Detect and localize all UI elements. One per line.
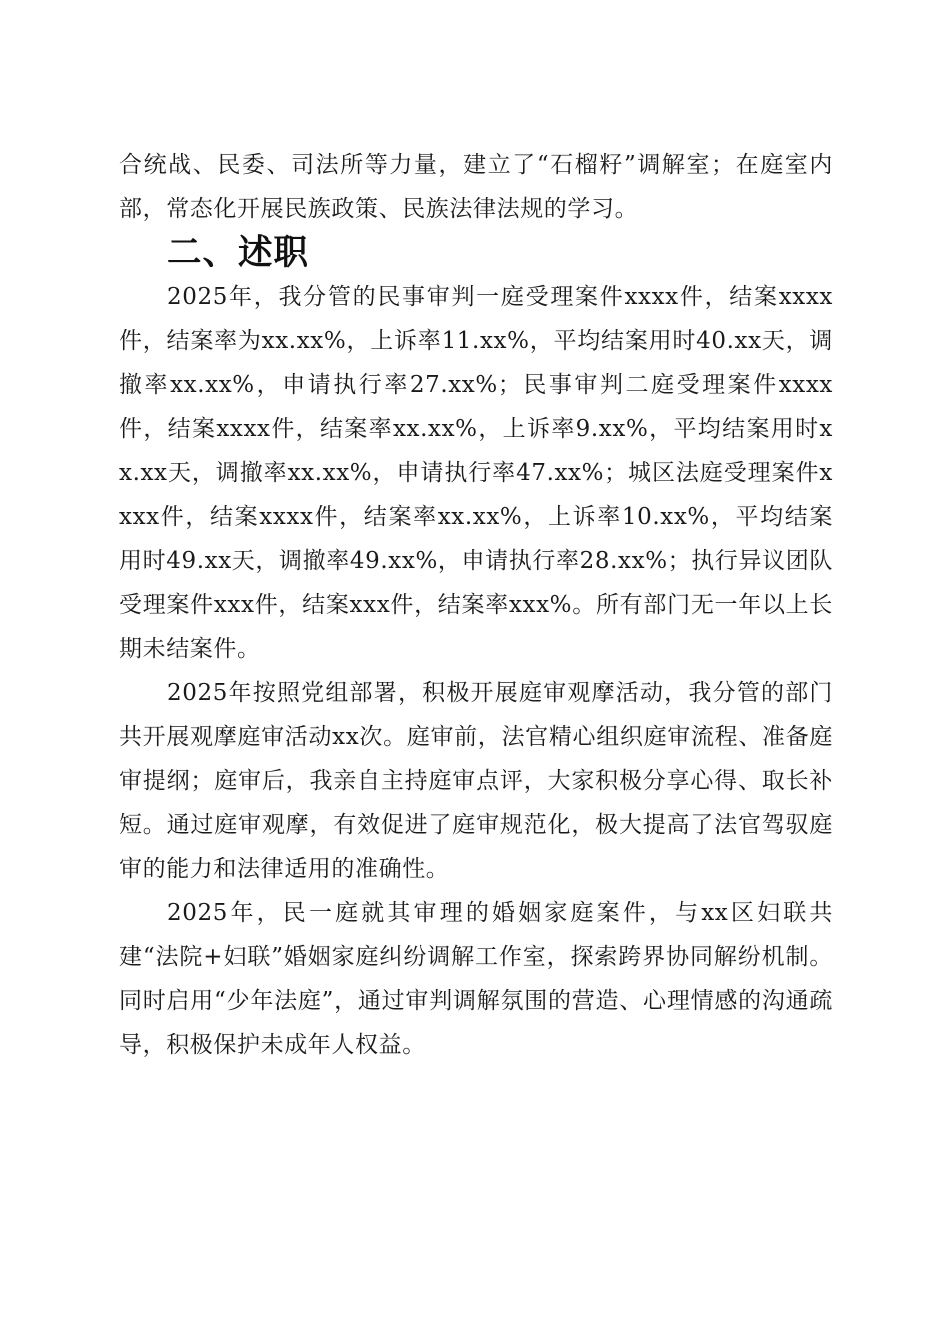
paragraph-case-statistics: 2025年，我分管的民事审判一庭受理案件xxxx件，结案xxxx件，结案率为xx.xx%，上诉率11.xx%，平均结案用时40.xx天，调撤率xx.xx%，申请执行率27.xx%；民事审判二庭受理案件xxxx件，结案xxxx件，结案率xx.xx%，上诉率9.xx%，平均结案用时xx.xx天，调撤率xx.xx%，申请执行率47.xx%；城区法庭受理案件xxxx件，结案xxxx件，结案率xx.xx%，上诉率10.xx%，平均结案用时49.xx天，调撤率49.xx%，申请执行率28.xx%；执行异议团队受理案件xxx件，结案xxx件，结案率xxx%。所有部门无一年以上长期未结案件。 (119, 284, 833, 662)
document-body (119, 143, 833, 1067)
paragraph-family-mediation: 2025年，民一庭就其审理的婚姻家庭案件，与xx区妇联共建“法院+妇联”婚姻家庭纠纷调解工作室，探索跨界协同解纷机制。同时启用“少年法庭”，通过审判调解氛围的营造、心理情感的沟通疏导，积极保护未成年人权益。 (119, 900, 833, 1058)
section-heading: 二、述职 (167, 233, 309, 273)
paragraph-trial-observation: 2025年按照党组部署，积极开展庭审观摩活动，我分管的部门共开展观摩庭审活动xx次。庭审前，法官精心组织庭审流程、准备庭审提纲；庭审后，我亲自主持庭审点评，大家积极分享心得、取长补短。通过庭审观摩，有效促进了庭审规范化，极大提高了法官驾驭庭审的能力和法律适用的准确性。 (119, 680, 833, 882)
paragraph-continuation: 合统战、民委、司法所等力量，建立了“石榴籽”调解室；在庭室内部，常态化开展民族政策、民族法律法规的学习。 (119, 152, 833, 222)
